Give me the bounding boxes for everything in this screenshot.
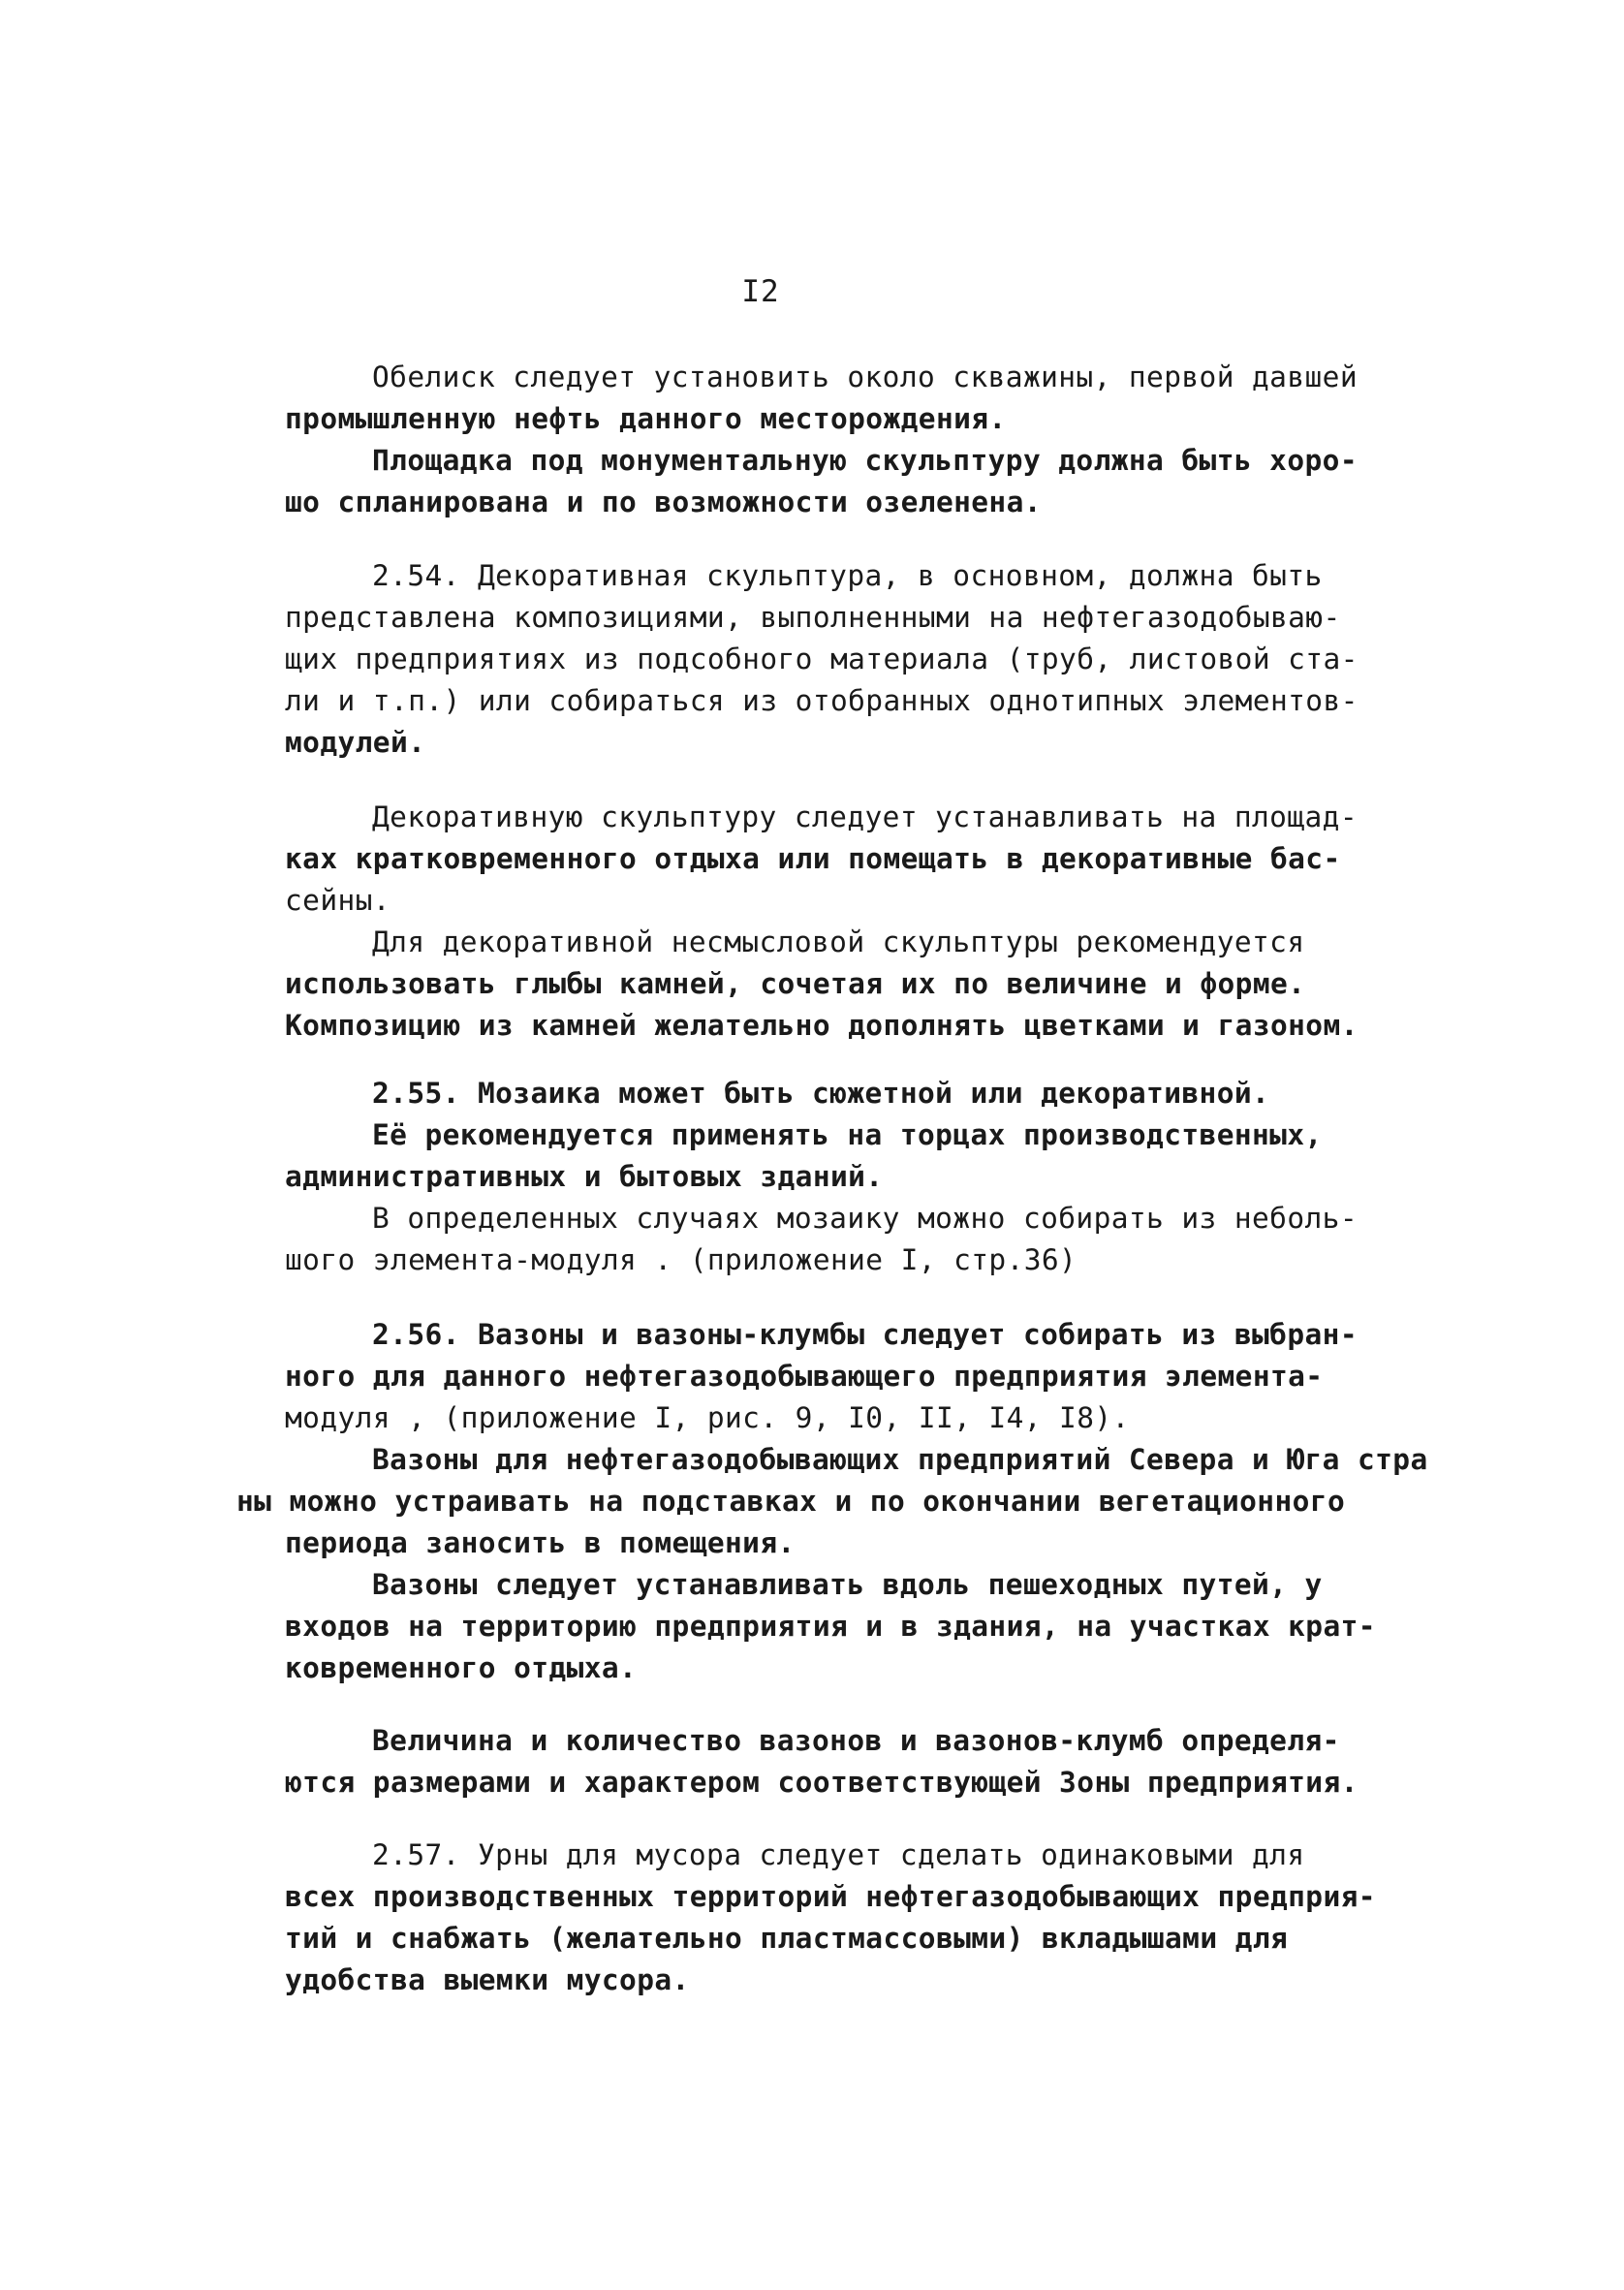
text-line: Площадка под монументальную скульптуру должна быть хоро- [372, 444, 1358, 477]
section-2-54-heading: 2.54. Декоративная скульптура, в основном, должна быть [372, 559, 1323, 592]
text-line: ковременного отдыха. [285, 1651, 638, 1684]
text-line: Величина и количество вазонов и вазонов-клумб определя- [372, 1724, 1340, 1757]
text-line: ках кратковременного отдыха или помещать в декоративные бас- [285, 842, 1341, 875]
text-line: удобства выемки мусора. [285, 1963, 690, 1996]
text-line: сейны. [285, 884, 390, 917]
text-line: Обелиск следует установить около скважины, первой давшей [372, 361, 1358, 393]
text-line: тий и снабжать (желательно пластмассовыми) вкладышами для [285, 1922, 1289, 1955]
text-line: периода заносить в помещения. [285, 1526, 796, 1559]
text-line: модулей. [285, 726, 426, 759]
text-line: ного для данного нефтегазодобывающего предприятия элемента- [285, 1360, 1324, 1393]
text-line: Вазоны для нефтегазодобывающих предприятий Севера и Юга стра [372, 1443, 1428, 1476]
section-2-57-heading: 2.57. Урны для мусора следует сделать одинаковыми для [372, 1838, 1305, 1871]
text-line: всех производственных территорий нефтегазодобывающих предприя- [285, 1880, 1376, 1913]
text-line: В определенных случаях мозаику можно собирать из неболь- [372, 1202, 1358, 1235]
text-line: шо спланирована и по возможности озеленена. [285, 486, 1042, 518]
text-line: Композицию из камней желательно дополнять цветками и газоном. [285, 1009, 1359, 1042]
text-line: Вазоны следует устанавливать вдоль пешеходных путей, у [372, 1568, 1323, 1601]
text-line: входов на территорию предприятия и в здания, на участках крат- [285, 1610, 1376, 1643]
text-line: Декоративную скульптуру следует устанавливать на площад- [372, 800, 1358, 833]
section-2-56-heading: 2.56. Вазоны и вазоны-клумбы следует собирать из выбран- [372, 1318, 1358, 1351]
page-number: I2 [741, 274, 780, 309]
text-line: ли и т.п.) или собираться из отобранных однотипных элементов- [285, 684, 1359, 717]
text-line: ются размерами и характером соответствующей Зоны предприятия. [285, 1766, 1359, 1799]
text-line: представлена композициями, выполненными на нефтегазодобываю- [285, 601, 1341, 634]
text-line: модуля , (приложение I, рис. 9, I0, II, I4, I8). [285, 1401, 1130, 1434]
text-line: Для декоративной несмысловой скульптуры рекомендуется [372, 925, 1305, 958]
text-line: шого элемента-модуля . (приложение I, стр.36) [285, 1243, 1077, 1276]
text-line: Её рекомендуется применять на торцах производственных, [372, 1118, 1323, 1151]
text-line: использовать глыбы камней, сочетая их по величине и форме. [285, 967, 1306, 1000]
text-line: административных и бытовых зданий. [285, 1160, 884, 1193]
text-line: промышленную нефть данного месторождения. [285, 402, 1007, 435]
section-2-55-heading: 2.55. Мозаика может быть сюжетной или декоративной. [372, 1077, 1270, 1110]
text-line: щих предприятиях из подсобного материала (труб, листовой ста- [285, 643, 1359, 675]
text-line: ны можно устраивать на подставках и по окончании вегетационного [236, 1485, 1346, 1518]
